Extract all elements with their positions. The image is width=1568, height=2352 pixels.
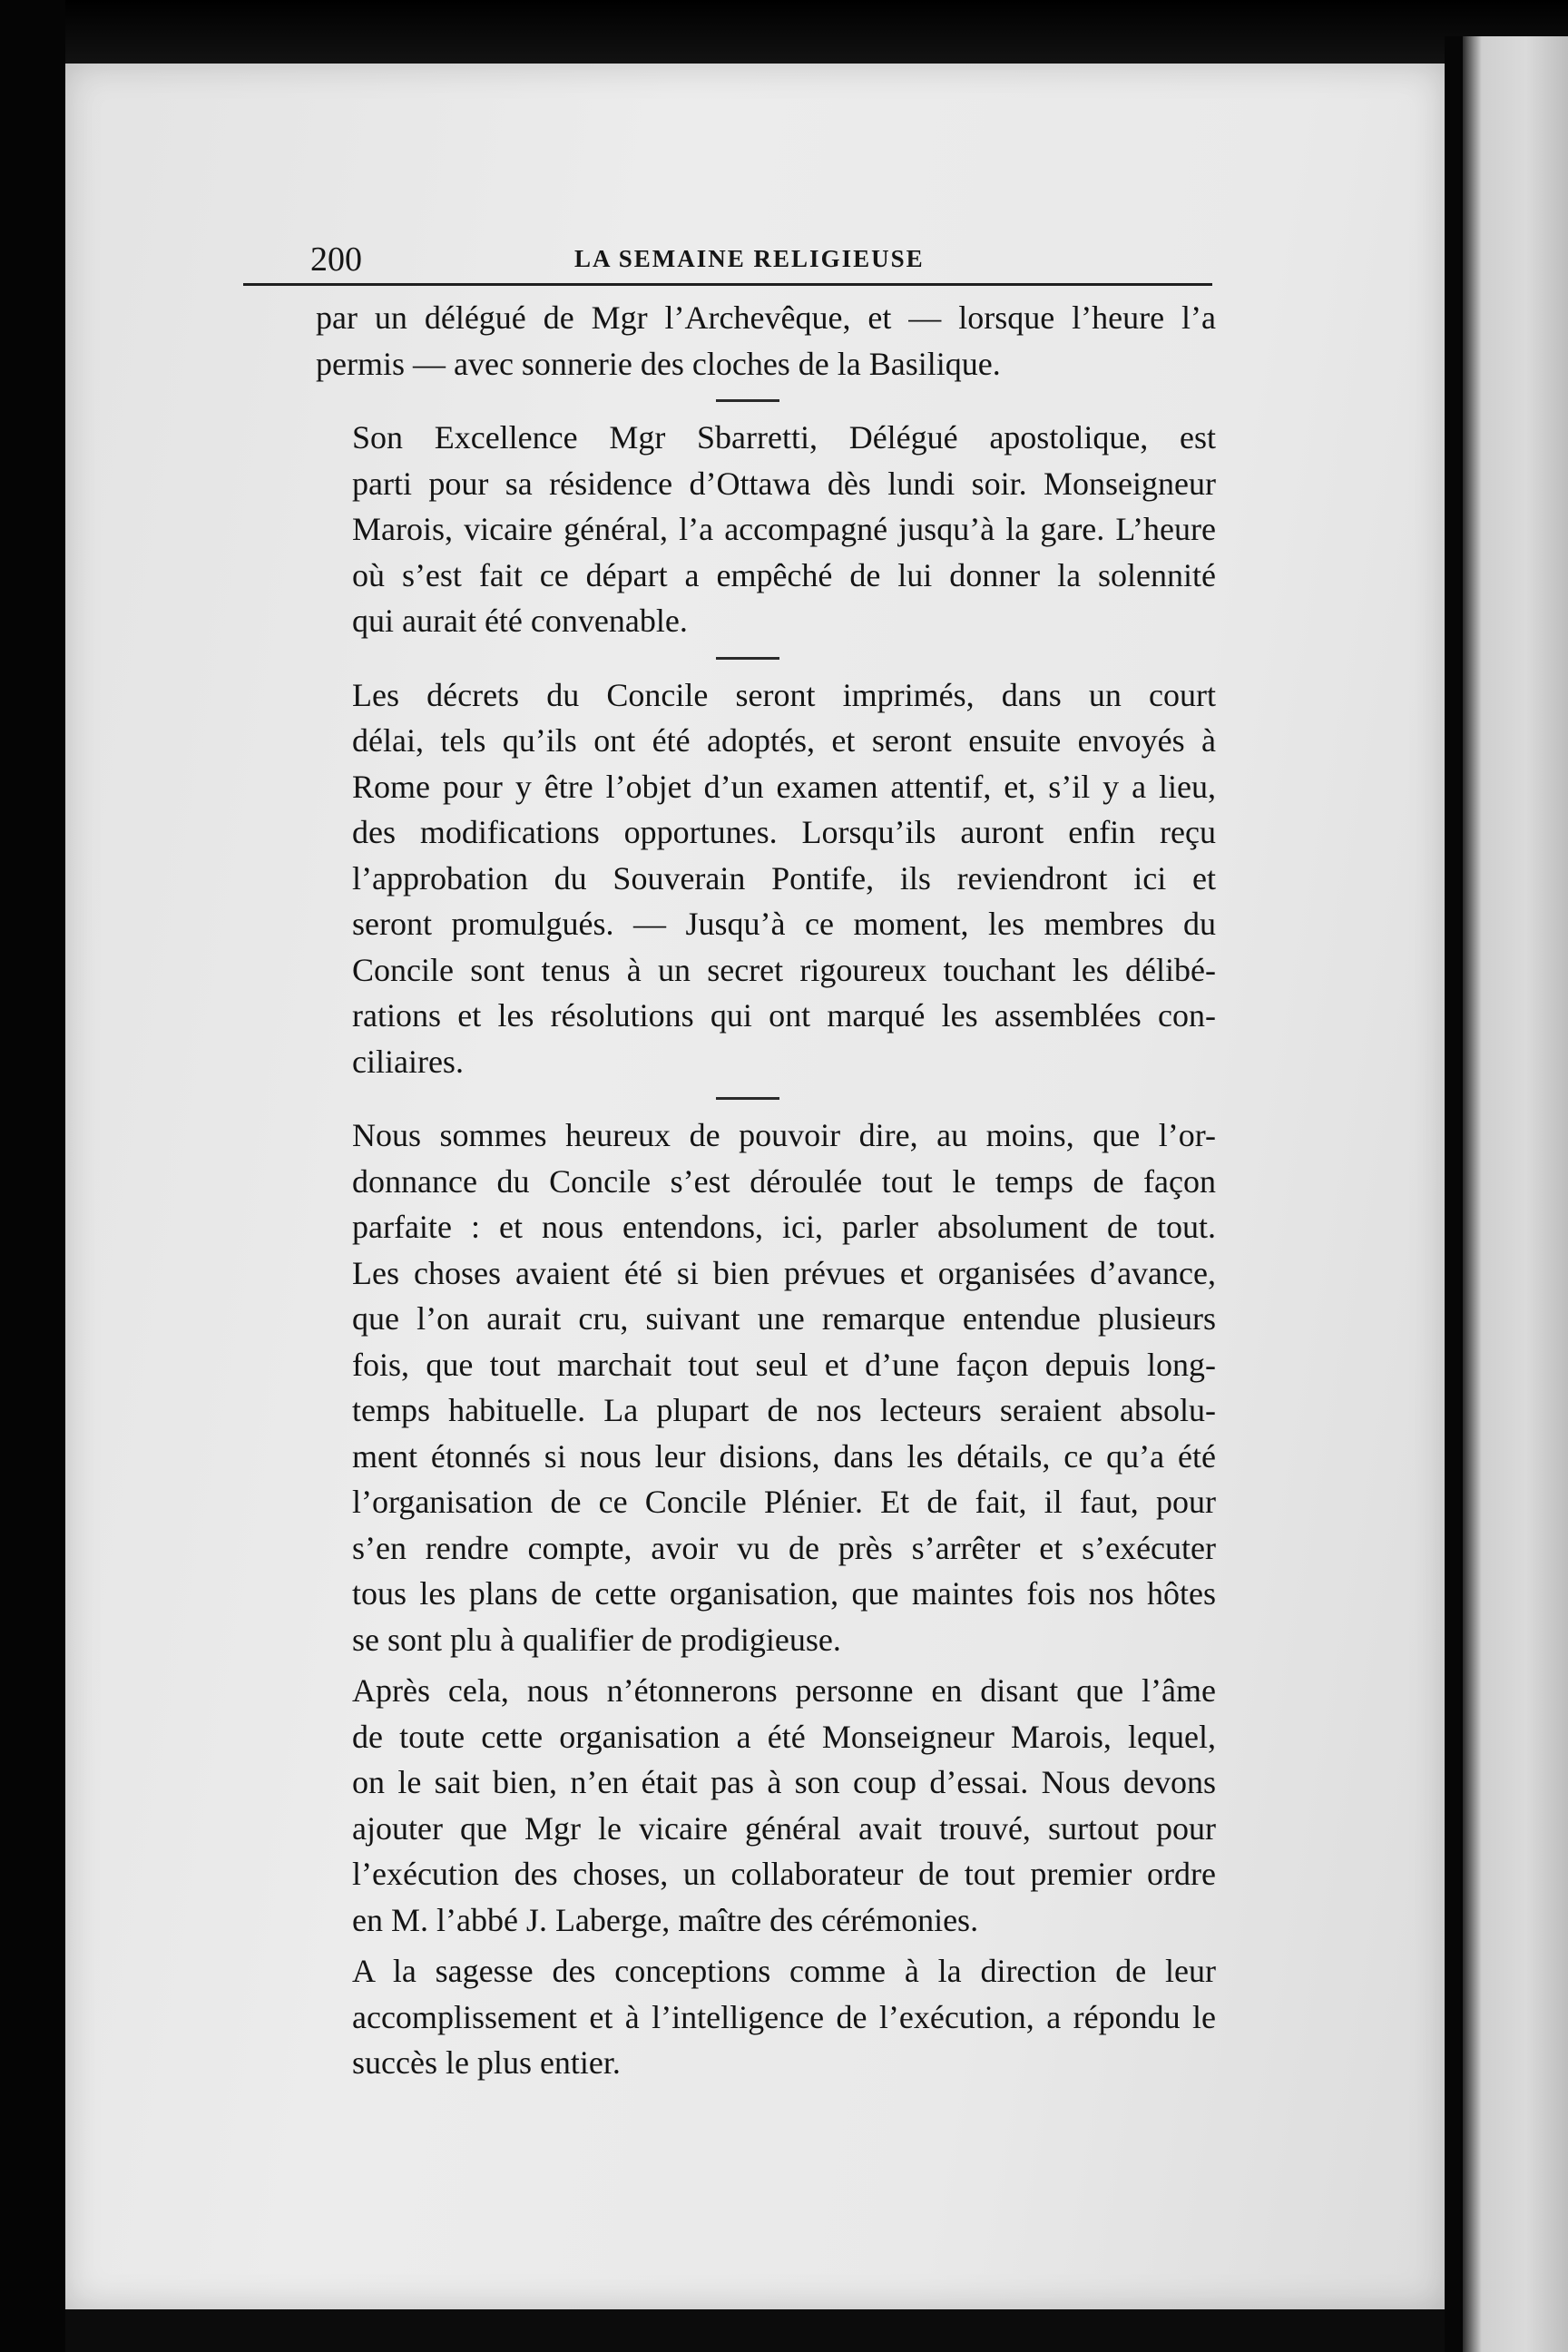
text-line: fois, que tout marchait tout seul et d’une façon depuis long- bbox=[352, 1346, 1216, 1383]
text-line: l’organisation de ce Concile Plénier. Et de fait, il faut, pour bbox=[352, 1484, 1216, 1520]
text-line: l’exécution des choses, un collaborateur de tout premier ordre bbox=[352, 1856, 1216, 1892]
text-line: où s’est fait ce départ a empêché de lui donner la solennité bbox=[352, 556, 1216, 593]
text-line: permis — avec sonnerie des cloches de la Basilique. bbox=[316, 345, 1001, 382]
text-line: accomplissement et à l’intelligence de l’exécution, a répondu le bbox=[352, 1998, 1216, 2035]
text-line: de toute cette organisation a été Monseigneur Marois, lequel, bbox=[352, 1718, 1216, 1755]
text-line: Les choses avaient été si bien prévues et organisées d’avance, bbox=[352, 1254, 1216, 1291]
page-number: 200 bbox=[310, 240, 362, 279]
text-line: parfaite : et nous entendons, ici, parler absolument de tout. bbox=[352, 1209, 1216, 1245]
scan-border-top bbox=[0, 0, 1568, 64]
text-line: tous les plans de cette organisation, que maintes fois nos hôtes bbox=[352, 1575, 1216, 1612]
running-title: LA SEMAINE RELIGIEUSE bbox=[574, 245, 925, 272]
text-line: en M. l’abbé J. Laberge, maître des cérémonies. bbox=[352, 1901, 979, 1938]
text-line: Nous sommes heureux de pouvoir dire, au moins, que l’or- bbox=[352, 1117, 1216, 1153]
paragraph-1 bbox=[316, 295, 1216, 387]
text-line: on le sait bien, n’en était pas à son coup d’essai. Nous devons bbox=[352, 1764, 1216, 1800]
text-line: Les décrets du Concile seront imprimés, dans un court bbox=[352, 676, 1216, 713]
text-line: seront promulgués. — Jusqu’à ce moment, les membres du bbox=[352, 906, 1216, 942]
text-line: qui aurait été convenable. bbox=[352, 603, 688, 639]
paragraph-5 bbox=[316, 1668, 1216, 1943]
text-line: succès le plus entier. bbox=[352, 2044, 621, 2081]
text-line: donnance du Concile s’est déroulée tout le temps de façon bbox=[352, 1162, 1216, 1200]
paragraph-6 bbox=[316, 1948, 1216, 2086]
text-line: se sont plu à qualifier de prodigieuse. bbox=[352, 1621, 841, 1658]
body-text bbox=[316, 295, 1216, 2086]
text-line: rations et les résolutions qui ont marqué les assemblées con- bbox=[352, 997, 1216, 1034]
text-line: Marois, vicaire général, l’a accompagné jusqu’à la gare. L’heure bbox=[352, 511, 1216, 547]
text-line: Son Excellence Mgr Sbarretti, Délégué apostolique, est bbox=[352, 419, 1216, 456]
scan-border-left bbox=[0, 0, 65, 2352]
paragraph-4 bbox=[316, 1112, 1216, 1662]
text-line: ajouter que Mgr le vicaire général avait trouvé, surtout pour bbox=[352, 1809, 1216, 1847]
section-separator bbox=[716, 657, 779, 660]
paragraph-3 bbox=[316, 672, 1216, 1085]
section-separator bbox=[716, 399, 779, 402]
text-line: l’approbation du Souverain Pontife, ils reviendront ici et bbox=[352, 859, 1216, 897]
text-line: s’en rendre compte, avoir vu de près s’arrêter et s’exécuter bbox=[352, 1529, 1216, 1566]
text-line: ment étonnés si nous leur disions, dans les détails, ce qu’a été bbox=[352, 1437, 1216, 1475]
text-line: ciliaires. bbox=[352, 1043, 464, 1080]
paragraph-2 bbox=[316, 415, 1216, 644]
text-line: Rome pour y être l’objet d’un examen attentif, et, s’il y a lieu, bbox=[352, 768, 1216, 805]
text-line: des modifications opportunes. Lorsqu’ils auront enfin reçu bbox=[352, 814, 1216, 850]
section-separator bbox=[716, 1097, 779, 1100]
text-line: A la sagesse des conceptions comme à la direction de leur bbox=[352, 1953, 1216, 1989]
binding-gutter bbox=[1445, 36, 1463, 2352]
text-line: temps habituelle. La plupart de nos lecteurs seraient absolu- bbox=[352, 1392, 1216, 1428]
text-line: par un délégué de Mgr l’Archevêque, et — lorsque l’heure l’a bbox=[316, 299, 1216, 336]
text-line: Après cela, nous n’étonnerons personne en disant que l’âme bbox=[352, 1672, 1216, 1709]
text-line: Concile sont tenus à un secret rigoureux touchant les délibé- bbox=[352, 951, 1216, 988]
running-head bbox=[243, 236, 1212, 286]
adjacent-page-edge bbox=[1463, 36, 1568, 2352]
text-line: que l’on aurait cru, suivant une remarque entendue plusieurs bbox=[352, 1300, 1216, 1337]
text-line: parti pour sa résidence d’Ottawa dès lundi soir. Monseigneur bbox=[352, 465, 1216, 502]
text-line: délai, tels qu’ils ont été adoptés, et seront ensuite envoyés à bbox=[352, 722, 1216, 759]
